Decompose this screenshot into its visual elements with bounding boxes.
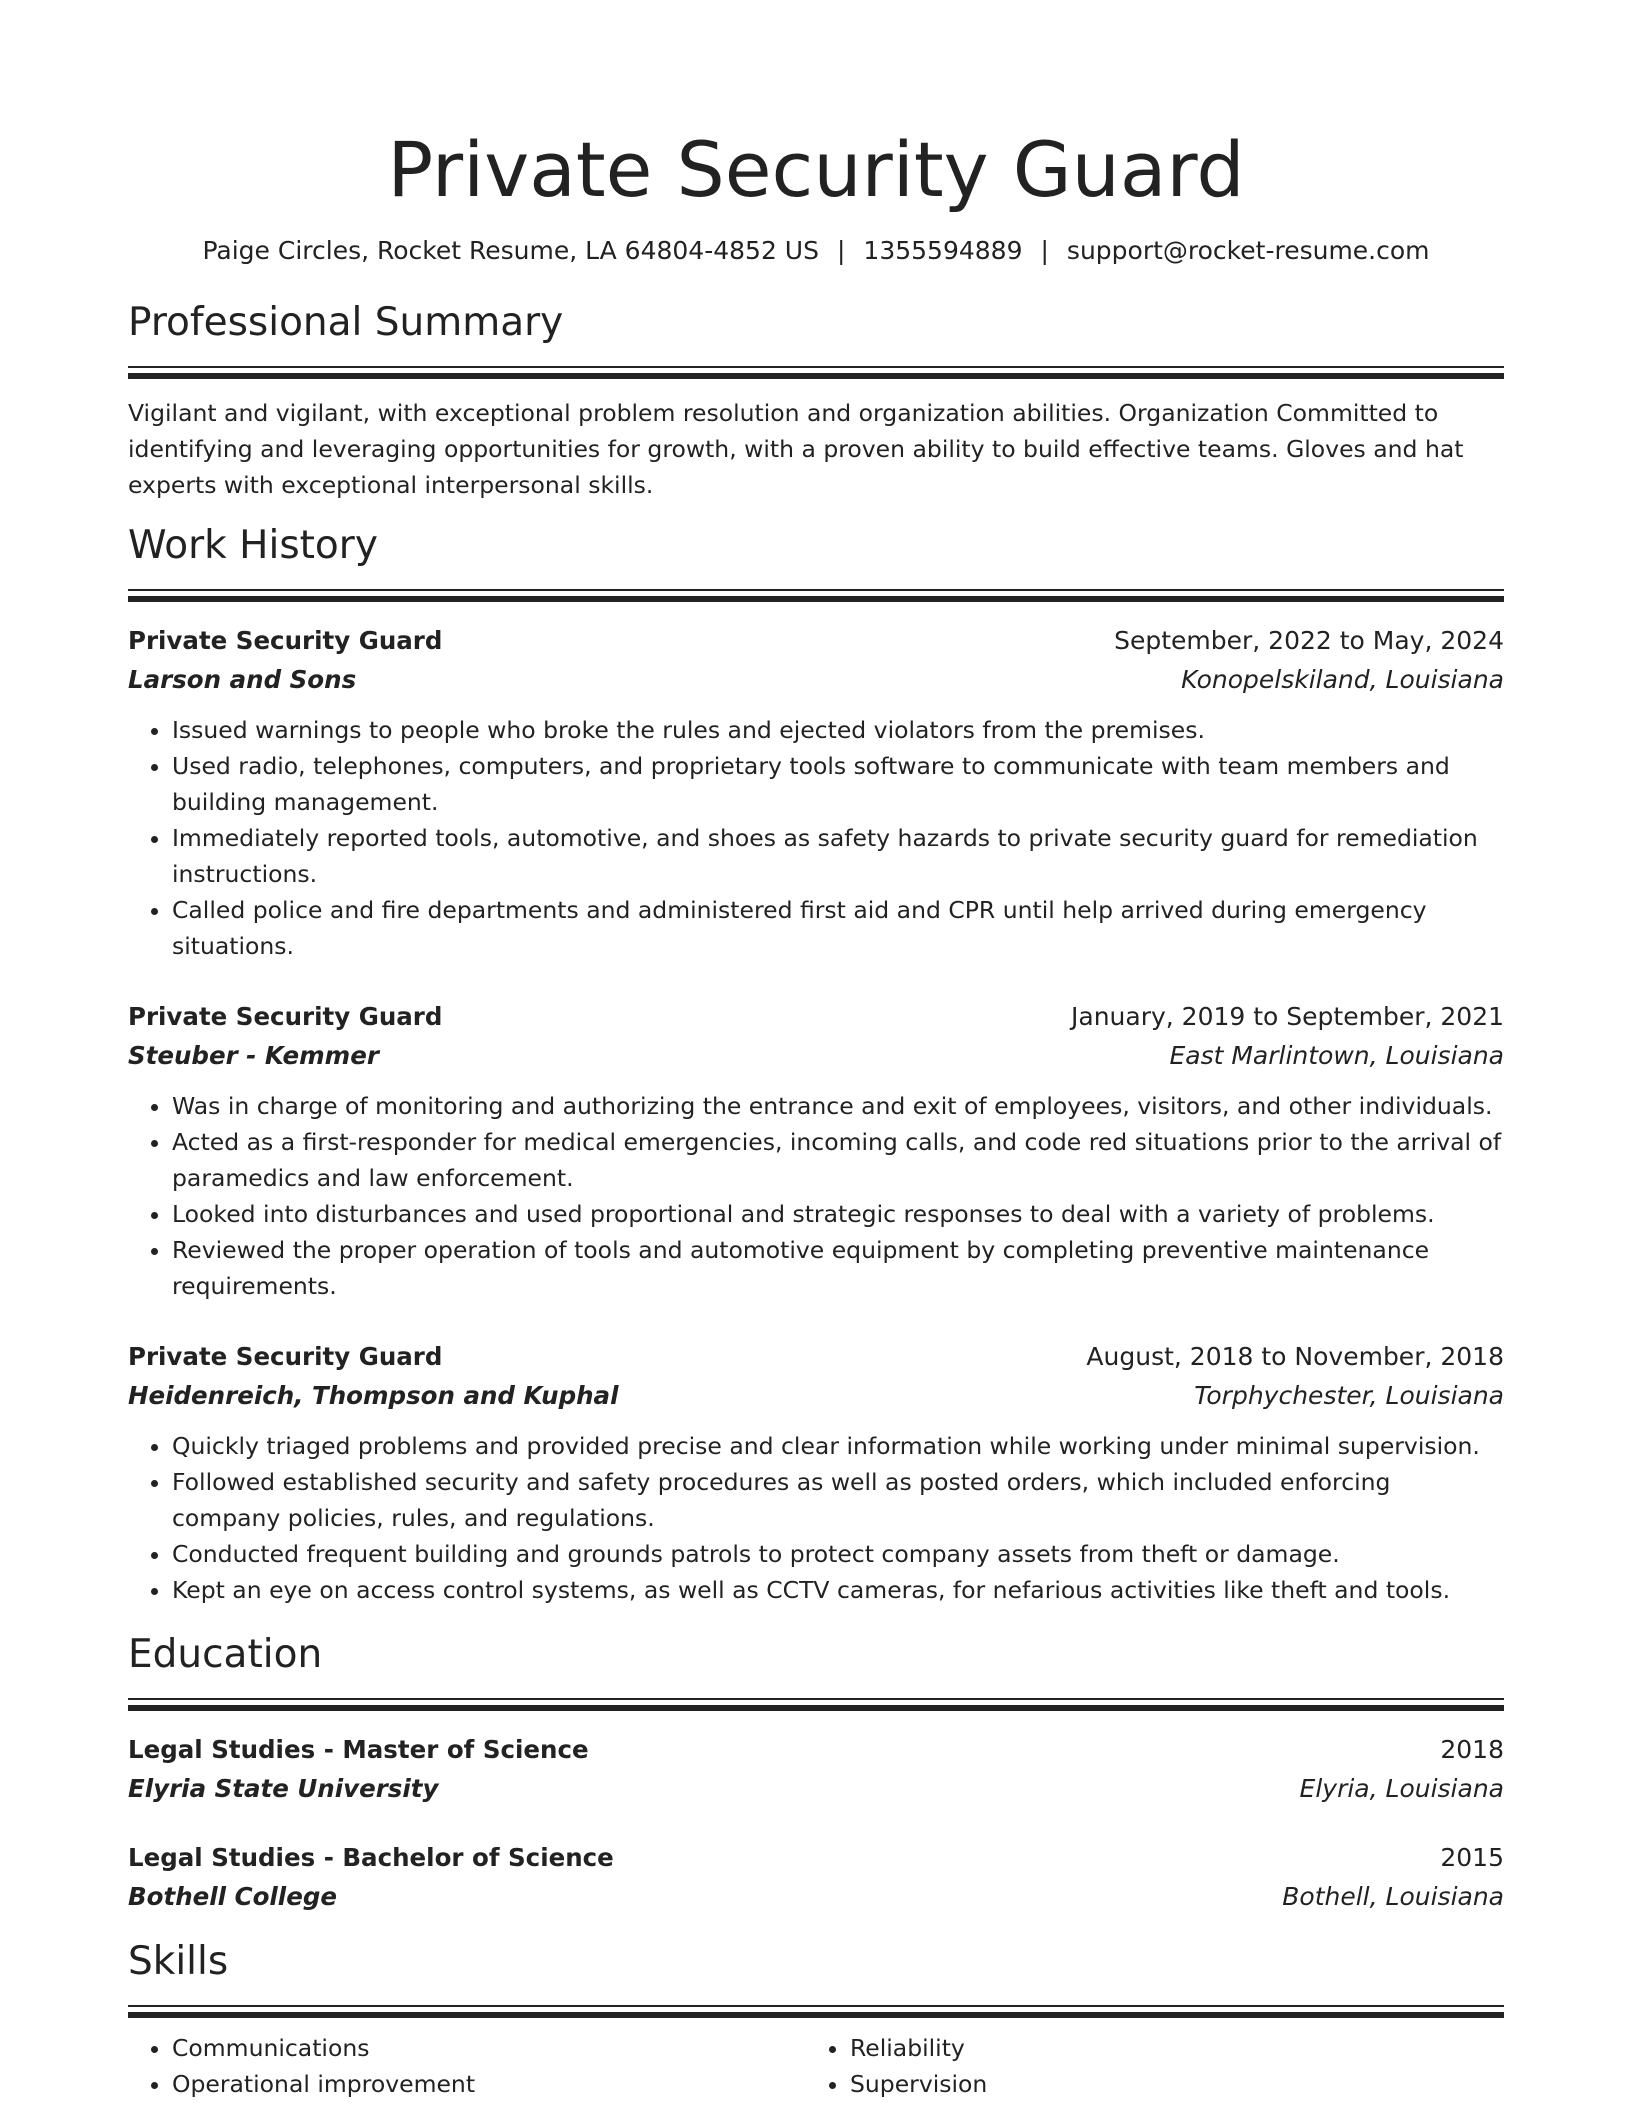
skills-list bbox=[128, 2030, 1504, 2102]
section-divider bbox=[128, 589, 1504, 591]
job-bullet: • Immediately reported tools, automotive, and shoes as safety hazards to private security guard for remediation instructions. bbox=[172, 820, 1504, 892]
contact-email: support@rocket-resume.com bbox=[1066, 236, 1430, 265]
summary-section-header bbox=[128, 298, 1504, 379]
job-company: Larson and Sons bbox=[128, 665, 357, 694]
education-entry bbox=[128, 1731, 1504, 1809]
contact-separator: | bbox=[836, 236, 846, 265]
job-entry bbox=[128, 1338, 1504, 1608]
job-title: Private Security Guard bbox=[128, 626, 443, 655]
job-bullets bbox=[128, 712, 1504, 964]
degree: Legal Studies - Master of Science bbox=[128, 1735, 589, 1764]
degree: Legal Studies - Bachelor of Science bbox=[128, 1843, 614, 1872]
skill-item: • Operational improvement bbox=[172, 2066, 806, 2102]
job-entry bbox=[128, 998, 1504, 1304]
school-location: Bothell, Louisiana bbox=[1282, 1882, 1504, 1911]
skill-item: • Communications bbox=[172, 2030, 806, 2066]
work-section-header bbox=[128, 521, 1504, 602]
job-location: Torphychester, Louisiana bbox=[1194, 1381, 1504, 1410]
job-bullets bbox=[128, 1088, 1504, 1304]
summary-heading: Professional Summary bbox=[128, 300, 564, 345]
job-bullet: • Issued warnings to people who broke the rules and ejected violators from the premises. bbox=[172, 712, 1504, 748]
contact-line bbox=[128, 234, 1504, 268]
job-entry bbox=[128, 622, 1504, 964]
skills-section-header bbox=[128, 1937, 1504, 2018]
skill-item: • Reliability bbox=[850, 2030, 1494, 2066]
section-divider bbox=[128, 366, 1504, 368]
section-divider bbox=[128, 1705, 1504, 1711]
skill-item: • Supervision bbox=[850, 2066, 1494, 2102]
education-entry bbox=[128, 1839, 1504, 1917]
job-location: East Marlintown, Louisiana bbox=[1169, 1041, 1504, 1070]
resume-title: Private Security Guard bbox=[387, 125, 1245, 214]
job-bullets bbox=[128, 1428, 1504, 1608]
school-name: Bothell College bbox=[128, 1882, 337, 1911]
job-dates: September, 2022 to May, 2024 bbox=[1114, 626, 1504, 655]
job-bullet: • Kept an eye on access control systems, as well as CCTV cameras, for nefarious activities like theft and tools. bbox=[172, 1572, 1504, 1608]
resume-page bbox=[128, 0, 1504, 2102]
section-divider bbox=[128, 2012, 1504, 2018]
section-divider bbox=[128, 2005, 1504, 2007]
summary-text: Vigilant and vigilant, with exceptional problem resolution and organization abilities. Organization Committed to identifying and leveraging opportunities for growth, with a proven ability to build effective teams. Gloves and hat experts with exceptional interpersonal skills. bbox=[128, 399, 1464, 499]
job-bullet: • Acted as a first-responder for medical emergencies, incoming calls, and code red situations prior to the arrival of paramedics and law enforcement. bbox=[172, 1124, 1504, 1196]
job-bullet: • Conducted frequent building and grounds patrols to protect company assets from theft or damage. bbox=[172, 1536, 1504, 1572]
graduation-year: 2018 bbox=[1440, 1735, 1504, 1764]
job-bullet: • Followed established security and safety procedures as well as posted orders, which included enforcing company policies, rules, and regulations. bbox=[172, 1464, 1504, 1536]
job-bullet: • Looked into disturbances and used proportional and strategic responses to deal with a variety of problems. bbox=[172, 1196, 1504, 1232]
job-bullet: • Quickly triaged problems and provided precise and clear information while working under minimal supervision. bbox=[172, 1428, 1504, 1464]
job-dates: January, 2019 to September, 2021 bbox=[1071, 1002, 1504, 1031]
work-heading: Work History bbox=[128, 523, 378, 568]
job-title: Private Security Guard bbox=[128, 1002, 443, 1031]
section-divider bbox=[128, 596, 1504, 602]
school-location: Elyria, Louisiana bbox=[1299, 1774, 1504, 1803]
education-section-header bbox=[128, 1630, 1504, 1711]
graduation-year: 2015 bbox=[1440, 1843, 1504, 1872]
job-dates: August, 2018 to November, 2018 bbox=[1086, 1342, 1504, 1371]
skills-column-left bbox=[128, 2030, 806, 2102]
contact-phone: 1355594889 bbox=[863, 236, 1023, 265]
job-bullet: • Used radio, telephones, computers, and proprietary tools software to communicate with team members and building management. bbox=[172, 748, 1504, 820]
skills-column-right bbox=[806, 2030, 1494, 2102]
job-location: Konopelskiland, Louisiana bbox=[1181, 665, 1504, 694]
job-company: Heidenreich, Thompson and Kuphal bbox=[128, 1381, 619, 1410]
education-heading: Education bbox=[128, 1632, 323, 1677]
contact-separator: | bbox=[1040, 236, 1049, 265]
job-bullet: • Was in charge of monitoring and authorizing the entrance and exit of employees, visitors, and other individuals. bbox=[172, 1088, 1504, 1124]
section-divider bbox=[128, 1698, 1504, 1700]
skills-heading: Skills bbox=[128, 1939, 229, 1984]
job-bullet: • Reviewed the proper operation of tools and automotive equipment by completing preventive maintenance requirements. bbox=[172, 1232, 1504, 1304]
job-company: Steuber - Kemmer bbox=[128, 1041, 379, 1070]
job-bullet: • Called police and fire departments and administered first aid and CPR until help arrived during emergency situations. bbox=[172, 892, 1504, 964]
contact-address: Paige Circles, Rocket Resume, LA 64804-4852 US bbox=[202, 236, 819, 265]
section-divider bbox=[128, 373, 1504, 379]
job-title: Private Security Guard bbox=[128, 1342, 443, 1371]
school-name: Elyria State University bbox=[128, 1774, 439, 1803]
